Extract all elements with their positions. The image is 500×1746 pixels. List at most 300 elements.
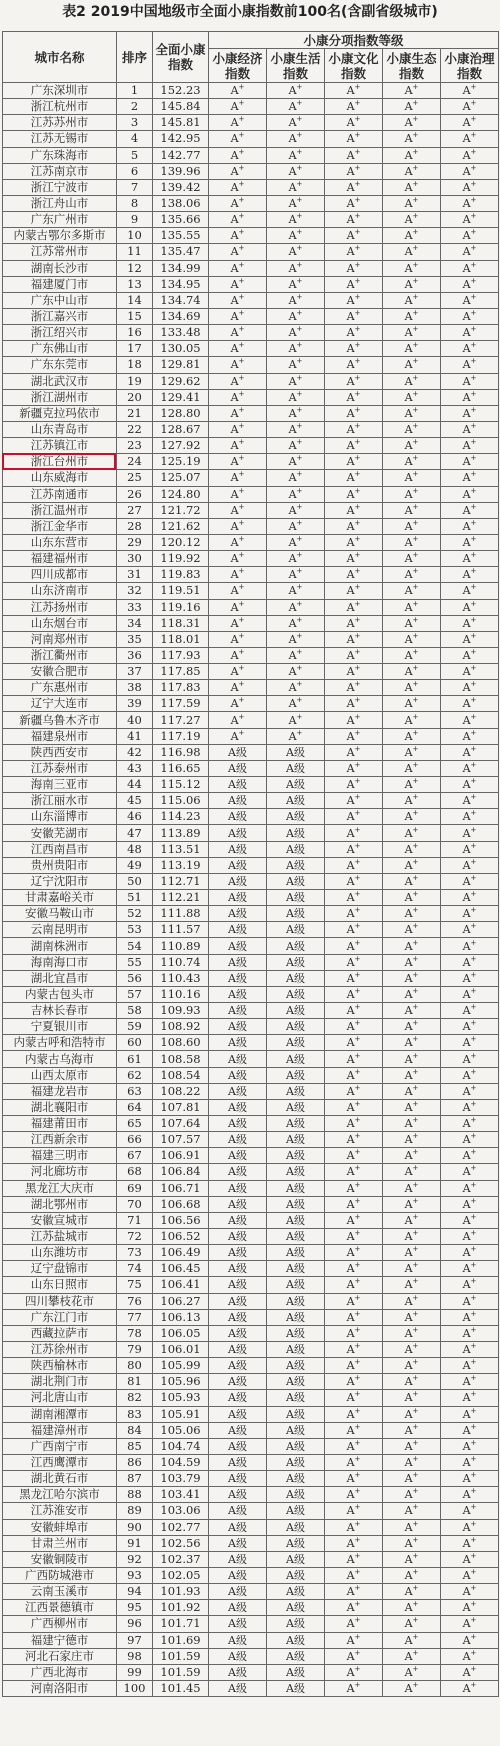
plus-sup: + [296,599,303,608]
plus-sup: + [470,1099,477,1108]
grade-cell: A+ [441,1358,499,1374]
index-cell: 106.13 [153,1309,209,1325]
city-name-cell: 四川攀枝花市 [3,1293,117,1309]
plus-sup: + [238,535,245,543]
plus-sup: + [412,873,419,882]
grade-cell: A+ [441,1454,499,1470]
plus-sup: + [238,99,245,108]
grade-cell: A级 [209,906,267,922]
plus-sup: + [470,583,477,592]
city-name-cell: 黑龙江哈尔滨市 [3,1487,117,1503]
plus-sup: + [412,1471,419,1480]
plus-sup: + [354,1245,361,1254]
grade-cell: A+ [267,486,325,502]
plus-sup: + [296,179,303,188]
plus-sup: + [412,1325,419,1334]
grade-cell: A+ [383,1019,441,1035]
grade-cell: A级 [209,1551,267,1567]
grade-cell: A+ [383,777,441,793]
plus-sup: + [412,1148,419,1157]
grade-cell: A级 [209,1116,267,1132]
city-name-cell: 安徽蚌埠市 [3,1519,117,1535]
plus-sup: + [296,325,303,334]
plus-sup: + [412,1051,419,1060]
plus-sup: + [412,583,419,592]
grade-cell: A级 [209,1535,267,1551]
grade-cell: A+ [383,1471,441,1487]
grade-cell: A+ [325,1099,383,1115]
grade-cell: A+ [267,583,325,599]
plus-sup: + [470,1519,477,1528]
rank-cell: 6 [117,163,153,179]
table-row [3,664,499,680]
plus-sup: + [354,454,361,463]
grade-cell: A+ [209,680,267,696]
rank-cell: 22 [117,421,153,437]
table-row [3,1099,499,1115]
table-row [3,438,499,454]
plus-sup: + [354,793,361,802]
plus-sup: + [238,502,245,511]
table-row [3,1487,499,1503]
plus-sup: + [296,712,303,721]
plus-sup: + [238,664,245,673]
grade-cell: A+ [325,890,383,906]
plus-sup: + [412,599,419,608]
table-row [3,518,499,534]
city-name-cell: 广东广州市 [3,212,117,228]
plus-sup: + [354,1293,361,1302]
city-name-cell: 海南海口市 [3,954,117,970]
city-name-cell: 河南郑州市 [3,631,117,647]
rank-cell: 14 [117,292,153,308]
city-name-cell: 湖北宜昌市 [3,970,117,986]
grade-cell: A+ [441,1519,499,1535]
grade-cell: A+ [325,260,383,276]
grade-cell: A+ [325,1067,383,1083]
grade-cell: A+ [441,1019,499,1035]
city-name-cell: 新疆克拉玛依市 [3,405,117,421]
grade-cell: A+ [325,809,383,825]
plus-sup: + [296,373,303,382]
index-cell: 114.23 [153,809,209,825]
plus-sup: + [412,1680,419,1689]
plus-sup: + [412,1067,419,1076]
plus-sup: + [354,1309,361,1318]
grade-cell: A+ [441,1067,499,1083]
grade-cell: A+ [209,664,267,680]
plus-sup: + [296,260,303,269]
rank-cell: 66 [117,1132,153,1148]
city-name-cell: 浙江衢州市 [3,647,117,663]
grade-cell: A级 [267,938,325,954]
grade-cell: A+ [383,1503,441,1519]
plus-sup: + [470,906,477,915]
grade-cell: A+ [383,1422,441,1438]
grade-cell: A+ [383,1132,441,1148]
grade-cell: A+ [325,1277,383,1293]
grade-cell: A+ [209,276,267,292]
city-name-cell: 云南昆明市 [3,922,117,938]
plus-sup: + [354,1584,361,1593]
table-row [3,841,499,857]
plus-sup: + [296,292,303,301]
plus-sup: + [238,647,245,656]
grade-cell: A+ [383,179,441,195]
grade-cell: A级 [209,1051,267,1067]
grade-cell: A+ [325,1438,383,1454]
city-name-cell: 广东惠州市 [3,680,117,696]
plus-sup: + [354,260,361,269]
plus-sup: + [412,1245,419,1254]
grade-cell: A级 [267,1374,325,1390]
plus-sup: + [470,179,477,188]
plus-sup: + [412,292,419,301]
plus-sup: + [238,567,245,576]
plus-sup: + [412,1035,419,1044]
grade-cell: A+ [441,857,499,873]
city-name-cell: 山东烟台市 [3,615,117,631]
plus-sup: + [412,518,419,527]
grade-cell: A+ [325,954,383,970]
city-name-cell: 西藏拉萨市 [3,1325,117,1341]
grade-cell: A+ [383,1035,441,1051]
grade-cell: A+ [383,1680,441,1696]
table-row [3,873,499,889]
plus-sup: + [412,1535,419,1544]
plus-sup: + [296,422,303,431]
grade-cell: A+ [383,1341,441,1357]
rank-cell: 82 [117,1390,153,1406]
grade-cell: A+ [325,1535,383,1551]
plus-sup: + [238,228,245,237]
grade-cell: A+ [325,1680,383,1696]
grade-cell: A+ [325,115,383,131]
plus-sup: + [296,228,303,237]
plus-sup: + [354,1148,361,1157]
grade-cell: A+ [383,1390,441,1406]
plus-sup: + [296,470,303,479]
grade-cell: A+ [325,1035,383,1051]
plus-sup: + [238,599,245,608]
plus-sup: + [354,276,361,285]
grade-cell: A+ [325,163,383,179]
plus-sup: + [470,890,477,899]
rank-cell: 15 [117,308,153,324]
rank-cell: 90 [117,1519,153,1535]
plus-sup: + [354,680,361,689]
city-name-cell: 四川成都市 [3,567,117,583]
plus-sup: + [354,744,361,753]
rank-cell: 54 [117,938,153,954]
plus-sup: + [412,1132,419,1141]
index-cell: 115.12 [153,777,209,793]
plus-sup: + [470,1325,477,1334]
plus-sup: + [412,1422,419,1431]
plus-sup: + [296,486,303,495]
rank-cell: 62 [117,1067,153,1083]
grade-cell: A+ [441,890,499,906]
grade-cell: A级 [209,970,267,986]
grade-cell: A级 [209,744,267,760]
rank-cell: 35 [117,631,153,647]
grade-cell: A+ [325,518,383,534]
grade-cell: A+ [325,760,383,776]
grade-cell: A+ [383,308,441,324]
grade-cell: A+ [267,421,325,437]
grade-cell: A+ [441,1471,499,1487]
grade-cell: A+ [209,147,267,163]
plus-sup: + [354,212,361,221]
grade-cell: A+ [441,631,499,647]
plus-sup: + [470,1584,477,1593]
grade-cell: A+ [383,163,441,179]
plus-sup: + [354,470,361,479]
plus-sup: + [470,325,477,334]
grade-cell: A+ [325,228,383,244]
city-name-cell: 江苏淮安市 [3,1503,117,1519]
grade-cell: A+ [441,1051,499,1067]
table-row [3,1325,499,1341]
grade-cell: A+ [441,1616,499,1632]
grade-cell: A+ [209,728,267,744]
plus-sup: + [354,825,361,834]
header-group: 小康分项指数等级 [209,32,499,49]
plus-sup: + [354,486,361,495]
rank-cell: 72 [117,1228,153,1244]
grade-cell: A+ [383,486,441,502]
rank-cell: 71 [117,1212,153,1228]
rank-cell: 29 [117,534,153,550]
table-row [3,777,499,793]
grade-cell: A+ [209,195,267,211]
plus-sup: + [470,1051,477,1060]
plus-sup: + [412,857,419,866]
grade-cell: A+ [383,1003,441,1019]
plus-sup: + [354,1342,361,1351]
grade-cell: A+ [383,1374,441,1390]
header-sub-ecology [383,49,441,83]
plus-sup: + [470,1358,477,1367]
plus-sup: + [412,986,419,995]
grade-cell: A+ [267,373,325,389]
plus-sup: + [238,276,245,285]
plus-sup: + [412,1003,419,1012]
rank-cell: 87 [117,1471,153,1487]
grade-cell: A+ [325,1664,383,1680]
index-cell: 120.12 [153,534,209,550]
grade-cell: A+ [325,1196,383,1212]
grade-cell: A+ [383,1067,441,1083]
table-row [3,260,499,276]
grade-cell: A+ [325,373,383,389]
plus-sup: + [296,728,303,737]
grade-cell: A+ [209,99,267,115]
plus-sup: + [470,712,477,721]
rank-cell: 78 [117,1325,153,1341]
plus-sup: + [412,1019,419,1028]
grade-cell: A+ [267,292,325,308]
index-cell: 106.56 [153,1212,209,1228]
grade-cell: A级 [209,1341,267,1357]
plus-sup: + [412,1455,419,1464]
grade-cell: A+ [209,389,267,405]
plus-sup: + [354,1067,361,1076]
grade-cell: A+ [325,1148,383,1164]
grade-cell: A+ [441,260,499,276]
plus-sup: + [470,196,477,205]
table-row [3,1083,499,1099]
plus-sup: + [412,470,419,479]
plus-sup: + [354,583,361,592]
header-sub-life-label: 小康生活指数 [270,50,321,81]
table-row [3,551,499,567]
plus-sup: + [354,906,361,915]
grade-cell: A+ [441,938,499,954]
plus-sup: + [354,1551,361,1560]
grade-cell: A级 [267,1067,325,1083]
plus-sup: + [470,115,477,124]
grade-cell: A+ [383,276,441,292]
grade-cell: A+ [441,470,499,486]
rank-cell: 60 [117,1035,153,1051]
plus-sup: + [470,1680,477,1689]
rank-cell: 38 [117,680,153,696]
grade-cell: A+ [383,922,441,938]
grade-cell: A+ [209,696,267,712]
grade-cell: A级 [209,777,267,793]
index-cell: 113.51 [153,841,209,857]
plus-sup: + [470,1083,477,1092]
plus-sup: + [354,1438,361,1447]
plus-sup: + [470,341,477,350]
rank-cell: 37 [117,664,153,680]
grade-cell: A+ [441,1164,499,1180]
grade-cell: A+ [441,357,499,373]
rank-cell: 50 [117,873,153,889]
index-cell: 103.79 [153,1471,209,1487]
table-header [3,32,499,83]
grade-cell: A级 [267,1277,325,1293]
table-row [3,276,499,292]
grade-cell: A+ [441,486,499,502]
grade-cell: A+ [441,1487,499,1503]
grade-cell: A+ [441,212,499,228]
plus-sup: + [412,131,419,140]
table-row [3,890,499,906]
rank-cell: 81 [117,1374,153,1390]
grade-cell: A+ [383,890,441,906]
plus-sup: + [354,1455,361,1464]
city-name-cell: 福建福州市 [3,551,117,567]
grade-cell: A+ [441,696,499,712]
grade-cell: A+ [325,1116,383,1132]
plus-sup: + [470,1374,477,1383]
plus-sup: + [412,1309,419,1318]
index-cell: 107.64 [153,1116,209,1132]
grade-cell: A+ [441,647,499,663]
plus-sup: + [354,163,361,172]
plus-sup: + [470,309,477,318]
grade-cell: A+ [441,1325,499,1341]
grade-cell: A+ [267,341,325,357]
rank-cell: 45 [117,793,153,809]
plus-sup: + [354,728,361,737]
plus-sup: + [412,1664,419,1673]
index-cell: 112.21 [153,890,209,906]
plus-sup: + [412,1390,419,1399]
index-cell: 110.89 [153,938,209,954]
plus-sup: + [412,744,419,753]
grade-cell: A+ [267,647,325,663]
grade-cell: A+ [325,1245,383,1261]
index-cell: 134.99 [153,260,209,276]
rank-cell: 69 [117,1180,153,1196]
grade-cell: A级 [209,1358,267,1374]
plus-sup: + [354,809,361,818]
grade-cell: A+ [325,99,383,115]
grade-cell: A+ [441,1438,499,1454]
plus-sup: + [354,292,361,301]
grade-cell: A+ [267,405,325,421]
plus-sup: + [354,1487,361,1496]
table-row [3,292,499,308]
index-cell: 138.06 [153,195,209,211]
table-row [3,1228,499,1244]
plus-sup: + [412,438,419,447]
grade-cell: A级 [209,1164,267,1180]
grade-cell: A+ [441,825,499,841]
grade-cell: A+ [383,147,441,163]
grade-cell: A+ [441,1567,499,1583]
table-row [3,1648,499,1664]
grade-cell: A+ [441,1584,499,1600]
grade-cell: A级 [209,1293,267,1309]
plus-sup: + [238,131,245,140]
plus-sup: + [470,1471,477,1480]
city-name-cell: 海南三亚市 [3,777,117,793]
city-name-cell: 湖北襄阳市 [3,1099,117,1115]
plus-sup: + [412,1261,419,1270]
plus-sup: + [412,1229,419,1238]
grade-cell: A+ [325,421,383,437]
grade-cell: A级 [267,1325,325,1341]
table-row [3,244,499,260]
plus-sup: + [238,260,245,269]
plus-sup: + [470,728,477,737]
grade-cell: A+ [325,631,383,647]
city-name-cell: 新疆乌鲁木齐市 [3,712,117,728]
city-name-cell: 广东东莞市 [3,357,117,373]
grade-cell: A+ [325,906,383,922]
grade-cell: A级 [267,1438,325,1454]
plus-sup: + [238,728,245,737]
plus-sup: + [412,1406,419,1415]
index-cell: 135.55 [153,228,209,244]
city-name-cell: 贵州贵阳市 [3,857,117,873]
index-cell: 117.19 [153,728,209,744]
plus-sup: + [412,647,419,656]
plus-sup: + [470,1455,477,1464]
city-name-cell: 湖南长沙市 [3,260,117,276]
grade-cell: A+ [209,583,267,599]
grade-cell: A+ [383,518,441,534]
table-row [3,1067,499,1083]
table-row [3,421,499,437]
grade-cell: A+ [209,212,267,228]
plus-sup: + [412,712,419,721]
grade-cell: A级 [267,1341,325,1357]
